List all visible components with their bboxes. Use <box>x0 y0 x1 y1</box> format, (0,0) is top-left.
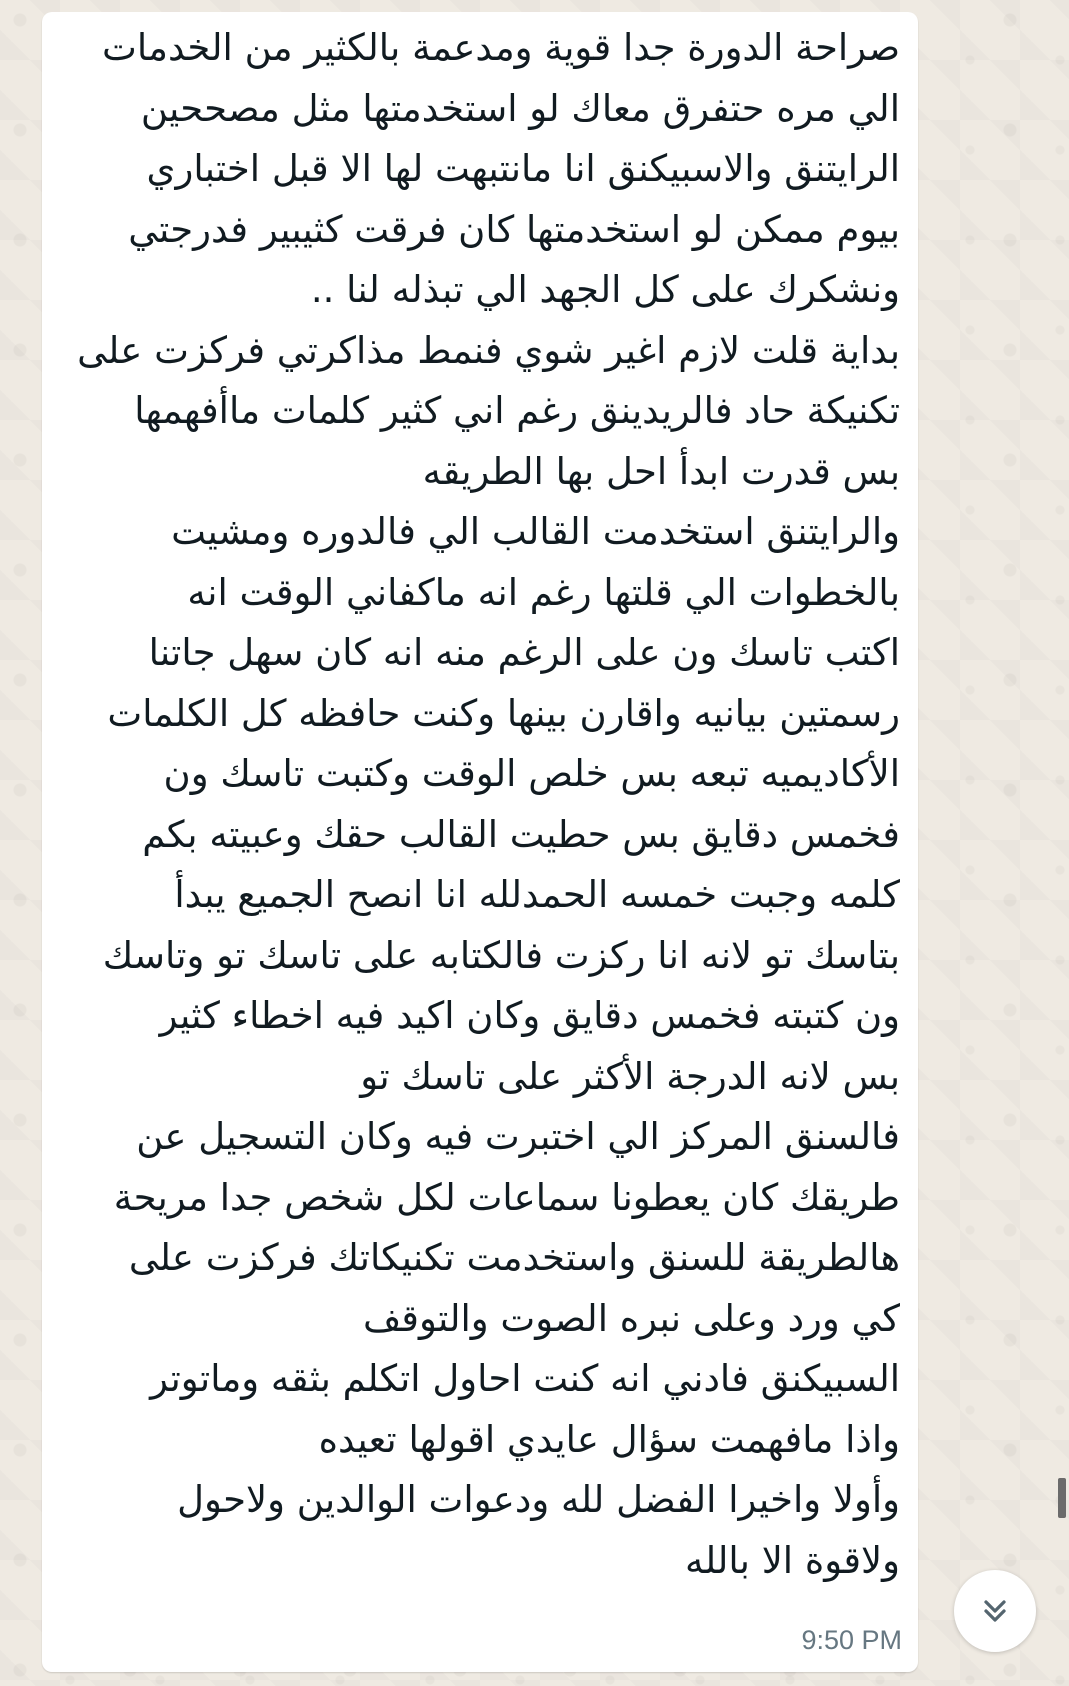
message-line: والرايتنق استخدمت القالب الي فالدوره ومشيت <box>171 510 900 553</box>
message-line: وأولا واخيرا الفضل لله ودعوات الوالدين ولاحول <box>177 1478 900 1521</box>
message-text <box>60 18 900 1591</box>
message-line: بالخطوات الي قلتها رغم انه ماكفاني الوقت انه <box>187 570 900 614</box>
message-line: رسمتين بيانيه واقارن بينها وكنت حافظه كل الكلمات <box>107 691 900 735</box>
message-line: الي مره حتفرق معاك لو استخدمتها مثل مصححين <box>140 86 900 130</box>
message-line: كلمه وجبت خمسه الحمدلله انا انصح الجميع يبدأ <box>174 873 900 916</box>
message-line: الرايتنق والاسبيكنق انا مانتبهت لها الا قبل اختباري <box>146 147 900 190</box>
message-line: بتاسك تو لانه انا ركزت فالكتابه على تاسك تو وتاسك <box>102 933 900 977</box>
double-chevron-down-icon <box>977 1593 1013 1629</box>
message-line: ون كتبته فخمس دقايق وكان اكيد فيه اخطاء كثير <box>159 994 900 1037</box>
message-line: بس قدرت ابدأ احل بها الطريقه <box>422 449 900 493</box>
message-line: صراحة الدورة جدا قوية ومدعمة بالكثير من الخدمات <box>102 26 900 69</box>
message-line: السبيكنق فادني انه كنت احاول اتكلم بثقه وماتوتر <box>150 1357 900 1400</box>
scroll-to-bottom-button[interactable] <box>954 1570 1036 1652</box>
message-line: كي ورد وعلى نبره الصوت والتوقف <box>362 1296 900 1340</box>
message-line: اكتب تاسك ون على الرغم منه انه كان سهل جاتنا <box>148 631 900 674</box>
message-line: الأكاديميه تبعه بس خلص الوقت وكتبت تاسك ون <box>163 752 900 795</box>
scrollbar-thumb[interactable] <box>1058 1478 1066 1518</box>
message-line: هالطريقة للسنق واستخدمت تكنيكاتك فركزت على <box>128 1236 900 1279</box>
message-line: بس لانه الدرجة الأكثر على تاسك تو <box>360 1054 900 1098</box>
message-line: بداية قلت لازم اغير شوي فنمط مذاكرتي فركزت على <box>77 328 900 372</box>
message-line: ولاقوة الا بالله <box>685 1538 900 1582</box>
message-timestamp: 9:50 PM <box>801 1625 902 1655</box>
message-line: طريقك كان يعطونا سماعات لكل شخص جدا مريحة <box>113 1175 900 1219</box>
message-line: تكنيكة حاد فالريدينق رغم اني كثير كلمات ماأفهمها <box>134 389 900 432</box>
message-line: واذا مافهمت سؤال عايدي اقولها تعيده <box>318 1417 900 1461</box>
message-line: فخمس دقايق بس حطيت القالب حقك وعبيته بكم <box>142 812 900 856</box>
message-line: ونشكرك على كل الجهد الي تبذله لنا .. <box>310 268 900 311</box>
message-line: بيوم ممكن لو استخدمتها كان فرقت كثيبير فدرجتي <box>128 207 900 251</box>
message-line: فالسنق المركز الي اختبرت فيه وكان التسجيل عن <box>136 1115 900 1158</box>
